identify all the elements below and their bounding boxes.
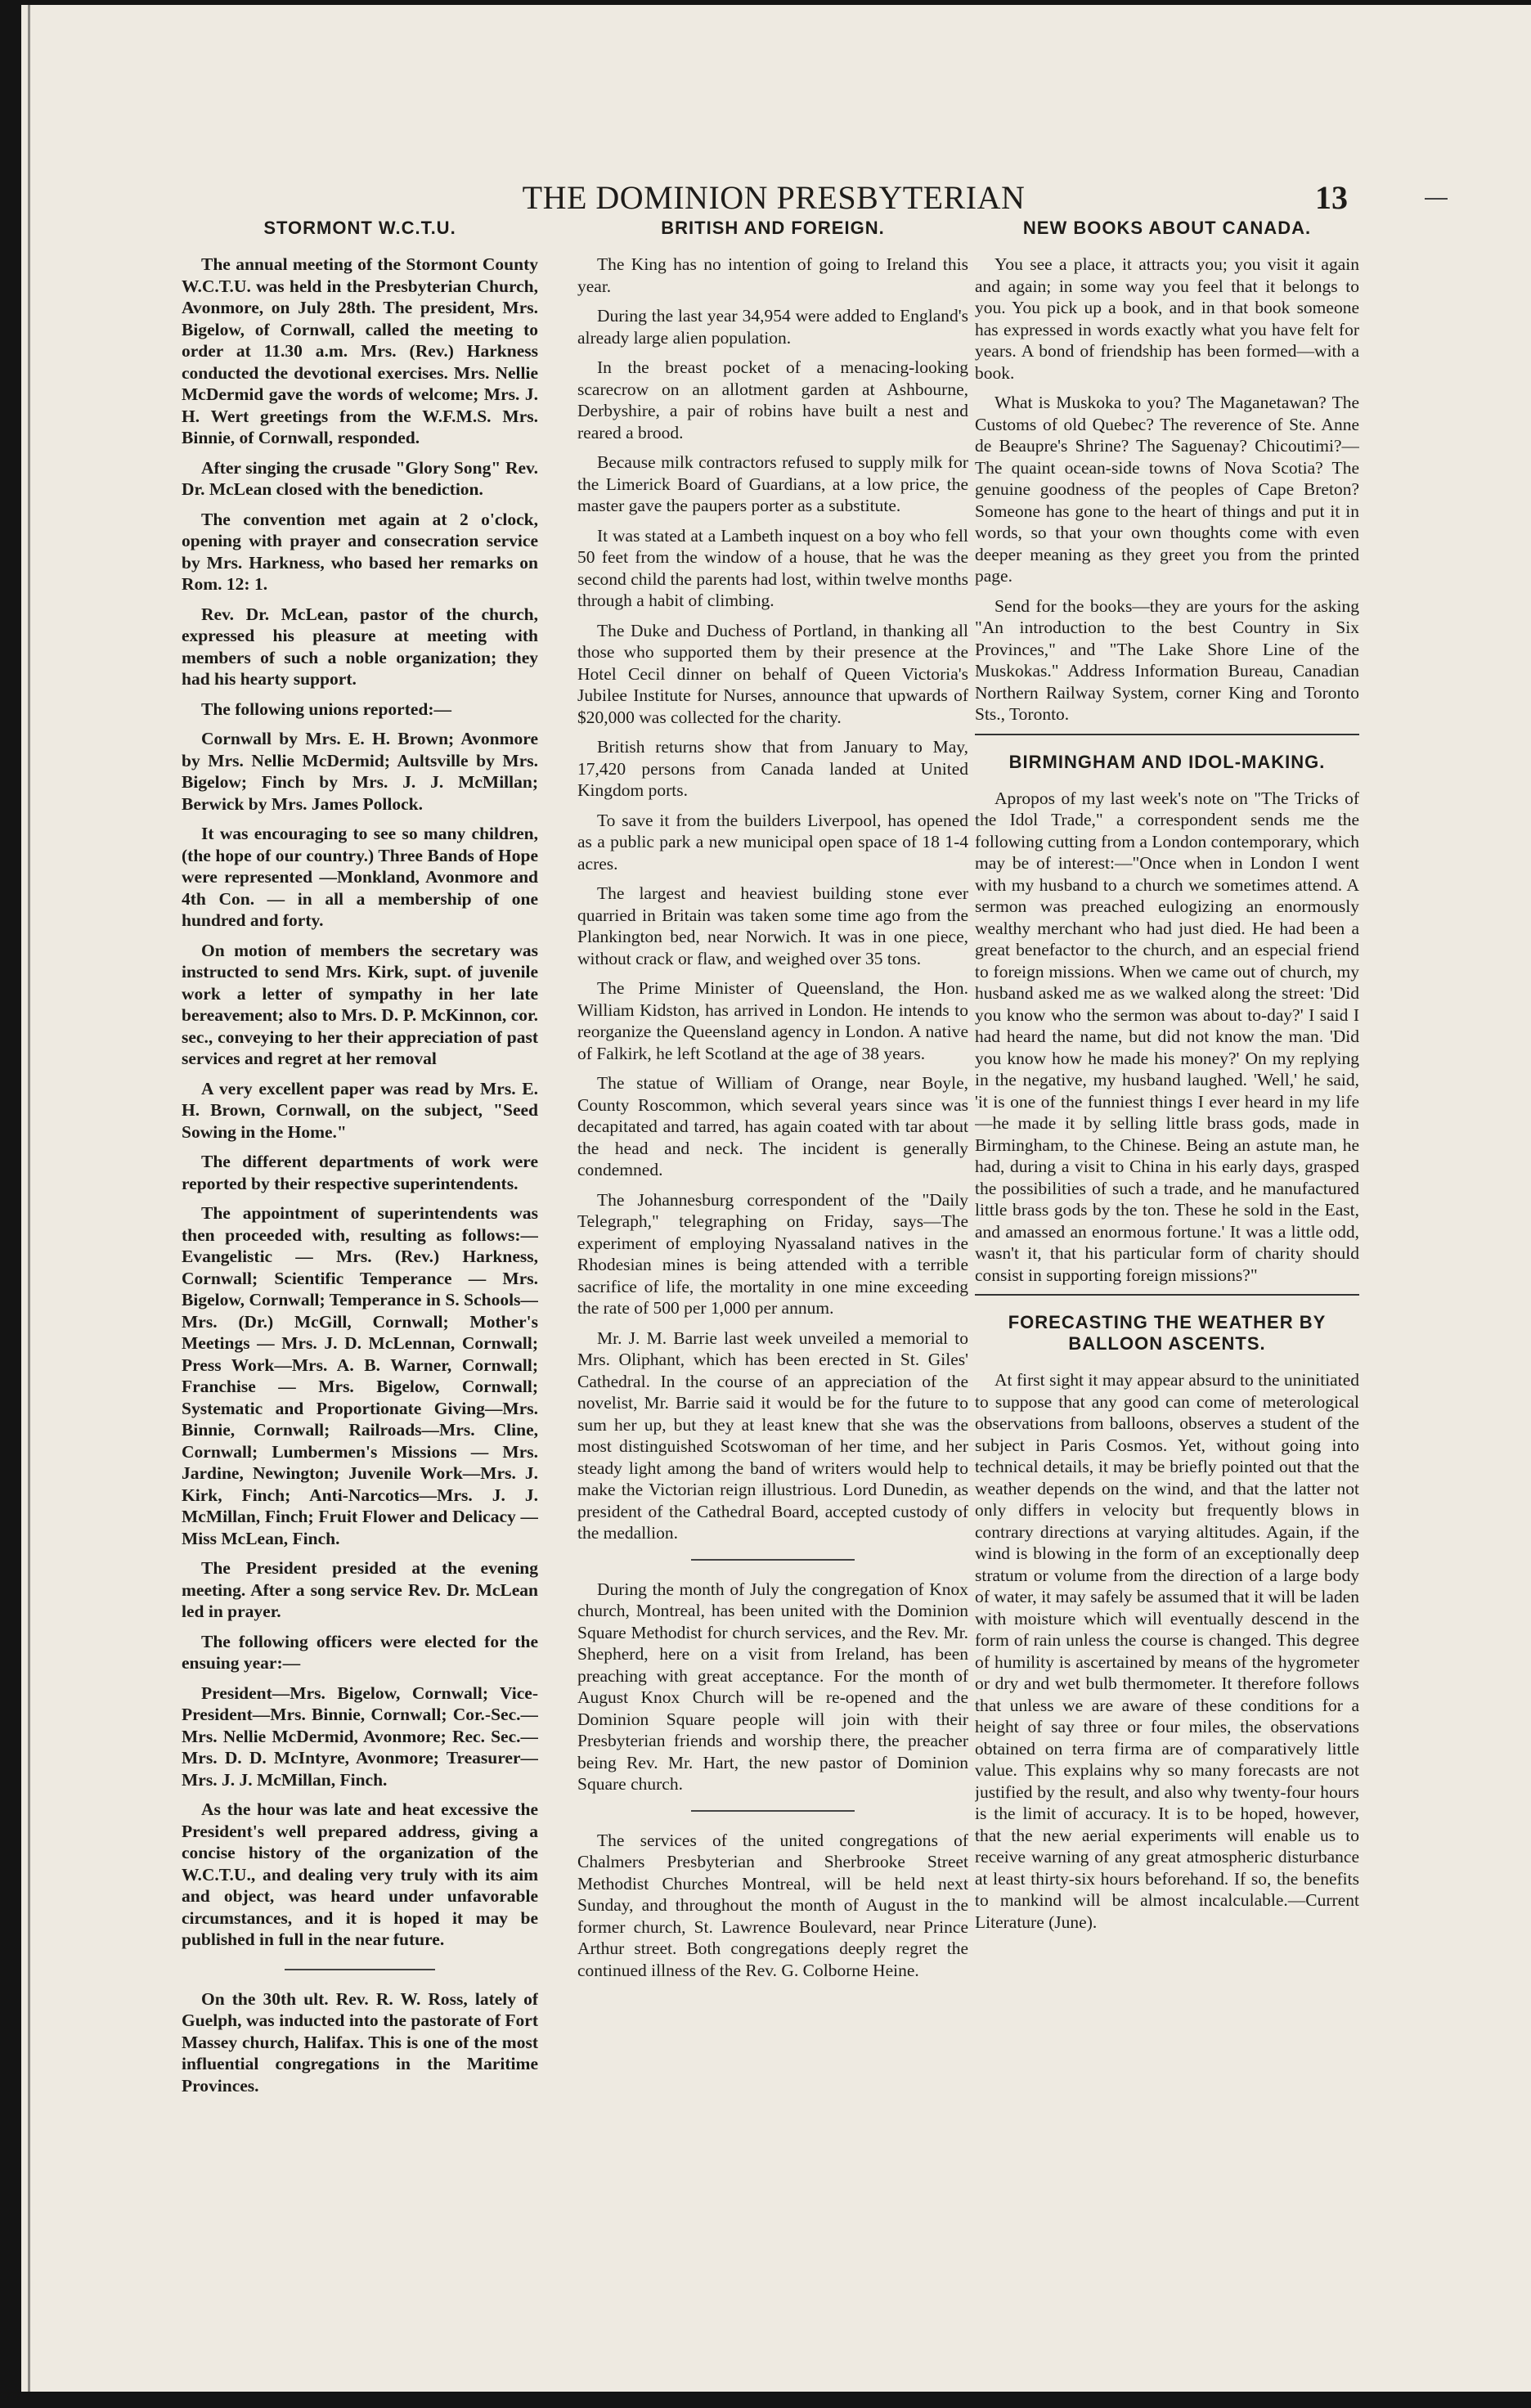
- paragraph: President—Mrs. Bigelow, Cornwall; Vice-President—Mrs. Binnie, Cornwall; Cor.-Sec.—Mrs. Nellie McDermid, Avonmore; Rec. Sec.—Mrs. D. D. McIntyre, Avonmore; Treasurer—Mrs. J. J. McMillan, Finch.: [182, 1682, 538, 1790]
- paragraph: During the month of July the congregation of Knox church, Montreal, has been united with the Dominion Square Methodist for church services, and the Rev. Mr. Shepherd, here on a visit from Ireland, has been preaching with great acceptance. For the month of August Knox Church will be re-opened and the Dominion Square people will join with their Presbyterian friends and worship there, the preacher being Rev. Mr. Hart, the new pastor of Dominion Square church.: [577, 1579, 968, 1794]
- newspaper-page: [21, 5, 1531, 2392]
- paragraph: In the breast pocket of a menacing-looking scarecrow on an allotment garden at Ashbourne, Derbyshire, a pair of robins have built a nest and reared a brood.: [577, 357, 968, 443]
- paragraph: At first sight it may appear absurd to the uninitiated to suppose that any good can come of meterological observations from balloons, observes a student of the subject in Paris Cosmos. Yet, without going into technical details, it may be briefly pointed out that the weather depends on the wind, and that the latter not only differs in velocity but frequently blows in contrary directions at varying altitudes. Again, if the wind is blowing in the form of an exceptionally deep stratum or volume from the direction of a large body of water, it may safely be assumed that it will be laden with moisture which will eventually descend in the form of rain unless the course is changed. This degree of humility is ascertained by means of the hygrometer or dry and wet bulb thermometer. It therefore follows that unless we are aware of these conditions for a height of say three or four miles, the observations obtained on terra firma are of comparatively little value. This explains why so many forecasts are not justified by the result, and also why twenty-four hours is the limit of accuracy. It is to be hoped, however, that the new aerial experiments will enable us to receive warning of any great atmospheric disturbance at least thirty-six hours beforehand. If so, the benefits to mankind will be almost incalculable.—Current Literature (June).: [975, 1370, 1359, 1932]
- article-heading-new-books: NEW BOOKS ABOUT CANADA.: [1022, 218, 1312, 238]
- paragraph: The King has no intention of going to Ireland this year.: [577, 254, 968, 296]
- paragraph: Rev. Dr. McLean, pastor of the church, expressed his pleasure at meeting with members of such a noble organization; they had his hearty support.: [182, 604, 538, 689]
- article-heading-forecasting: FORECASTING THE WEATHER BY BALLOON ASCENTS.: [1008, 1312, 1327, 1354]
- column-divider: [691, 1559, 855, 1561]
- paragraph: Because milk contractors refused to supply milk for the Limerick Board of Guardians, at a low price, the master gave the paupers porter as a substitute.: [577, 452, 968, 515]
- article-ross-note: [182, 1988, 538, 2097]
- page-number: 13: [1315, 179, 1348, 216]
- paragraph: The following officers were elected for the ensuing year:—: [182, 1631, 538, 1673]
- paragraph: The President presided at the evening meeting. After a song service Rev. Dr. McLean led in prayer.: [182, 1558, 538, 1621]
- paragraph: During the last year 34,954 were added to England's already large alien population.: [577, 306, 968, 348]
- paragraph: The annual meeting of the Stormont County W.C.T.U. was held in the Presbyterian Church, Avonmore, on July 28th. The president, Mrs. Bigelow, of Cornwall, called the meeting to order at 11.30 a.m. Mrs. (Rev.) Harkness conducted the devotional exercises. Mrs. Nellie McDermid gave the words of welcome; Mrs. J. H. Wert greetings from the W.F.M.S. Mrs. Binnie, of Cornwall, responded.: [182, 254, 538, 447]
- margin-mark: [1425, 198, 1448, 200]
- publication-title: THE DOMINION PRESBYTERIAN: [522, 179, 1026, 216]
- column-new-books: [975, 218, 1359, 2367]
- paragraph: The appointment of superintendents was then proceeded with, resulting as follows:—Evangelistic — Mrs. (Rev.) Harkness, Cornwall; Scientific Temperance — Mrs. Bigelow, Cornwall; Temperance in S. Schools—Mrs. (Dr.) McGill, Cornwall; Mother's Meetings — Mrs. J. D. McLennan, Cornwall; Press Work—Mrs. A. B. Warner, Cornwall; Franchise — Mrs. Bigelow, Cornwall; Systematic and Proportionate Giving—Mrs. Binnie, Cornwall; Railroads—Mrs. Cline, Cornwall; Lumbermen's Missions — Mrs. Jardine, Newington; Juvenile Work—Mrs. J. Kirk, Finch; Anti-Narcotics—Mrs. J. J. McMillan, Finch; Fruit Flower and Delicacy — Miss McLean, Finch.: [182, 1203, 538, 1548]
- paragraph: It was stated at a Lambeth inquest on a boy who fell 50 feet from the window of a house, that he was the second child the parents had lost, within twelve months through a habit of climbing.: [577, 525, 968, 610]
- paragraph: What is Muskoka to you? The Maganetawan? The Customs of old Quebec? The reverence of Ste. Anne de Beaupre's Shrine? The Saguenay? Chicoutimi?—The quaint ocean-side towns of Nova Scotia? The genuine goodness of the peoples of Cape Breton? Someone has gone to the heart of things and put it in words, so that your own thoughts come with even deeper meaning as they greet you from the printed page.: [975, 393, 1359, 586]
- paragraph: As the hour was late and heat excessive the President's well prepared address, giving a concise history of the organization of the W.C.T.U., and dealing very truly with its aim and object, was heard under unfavorable circumstances, and it is hoped it may be published in full in the near future.: [182, 1799, 538, 1949]
- paragraph: Apropos of my last week's note on "The Tricks of the Idol Trade," a correspondent sends me the following cutting from a London contemporary, which may be of interest:—"Once when in London I went with my husband to a church we sometimes attend. A sermon was preached eulogizing an enormously wealthy merchant who had just died. He had been a great benefactor to the church, and an especial friend to foreign missions. When we came out of church, my husband asked me as we walked along the street: 'Did you know who the sermon was about to-day?' I said I had heard the name, but did not know the man. 'Did you know how he made his money?' On my replying in the negative, my husband laughed. 'Well,' he said, 'it is one of the funniest things I ever heard in my life—he made it by selling little brass gods, made in Birmingham, to the Chinese. Being an astute man, he had, during a visit to China in his early days, grasped the possibilities of such a trade, and he manufactured little brass gods by the ton. These he sold in the East, and amassed an enormous fortune.' It was a little odd, wasn't it, that his particular form of charity should consist in supporting foreign missions?": [975, 788, 1359, 1285]
- article-new-books-body: [975, 254, 1359, 726]
- paragraph: British returns show that from January to May, 17,420 persons from Canada landed at United Kingdom ports.: [577, 737, 968, 800]
- paragraph: After singing the crusade "Glory Song" Rev. Dr. McLean closed with the benediction.: [182, 457, 538, 499]
- paragraph: The following unions reported:—: [201, 699, 452, 719]
- paragraph: Send for the books—they are yours for the asking "An introduction to the best Country in Six Provinces," and "The Lake Shore Line of the Muskokas." Address Information Bureau, Canadian Northern Railway System, corner King and Toronto Sts., Toronto.: [975, 595, 1359, 724]
- paragraph: The Johannesburg correspondent of the "Daily Telegraph," telegraphing on Friday, says—The experiment of employing Nyassaland natives in the Rhodesian mines is being attended with a terrible sacrifice of life, the mortality in one mine exceeding the rate of 500 per 1,000 per annum.: [577, 1189, 968, 1318]
- paragraph: It was encouraging to see so many children, (the hope of our country.) Three Bands of Hope were represented —Monkland, Avonmore and 4th Con. — in all a membership of one hundred and forty.: [182, 824, 538, 930]
- article-forecasting-body: [975, 1369, 1359, 1933]
- article-stormont-body: [182, 254, 538, 1951]
- column-divider: [285, 1969, 434, 1970]
- column-british-foreign: [577, 218, 968, 2367]
- article-chalmers-services: [577, 1830, 968, 1982]
- paragraph: On motion of members the secretary was instructed to send Mrs. Kirk, supt. of juvenile work a letter of sympathy in her late bereavement; also to Mrs. D. P. McKinnon, cor. sec., conveying to her their appreciation of past services and regret at her removal: [182, 940, 538, 1068]
- paragraph: To save it from the builders Liverpool, has opened as a public park a new municipal open space of 18 1-4 acres.: [577, 810, 968, 874]
- column-stormont: [182, 218, 538, 2367]
- paragraph: The different departments of work were reported by their respective superintendents.: [182, 1152, 538, 1193]
- paragraph: The largest and heaviest building stone ever quarried in Britain was taken some time ago from the Plankington bed, near Norwich. It was in one piece, without crack or flaw, and weighed over 35 tons.: [577, 883, 968, 968]
- article-heading-british-foreign: BRITISH AND FOREIGN.: [661, 218, 885, 238]
- paragraph: The services of the united congregations of Chalmers Presbyterian and Sherbrooke Street Methodist Churches Montreal, will be held next Sunday, and throughout the month of August in the former church, St. Lawrence Boulevard, near Prince Arthur street. Both congregations deeply regret the continued illness of the Rev. G. Colborne Heine.: [577, 1830, 968, 1980]
- article-heading-birmingham: BIRMINGHAM AND IDOL-MAKING.: [1008, 751, 1326, 772]
- paragraph: The Prime Minister of Queensland, the Hon. William Kidston, has arrived in London. He intends to reorganize the Queensland agency in London. A native of Falkirk, he left Scotland at the age of 38 years.: [577, 978, 968, 1063]
- page-edge-rule: [28, 5, 30, 2392]
- paragraph: The convention met again at 2 o'clock, opening with prayer and consecration service by Mrs. Harkness, who based her remarks on Rom. 12: 1.: [182, 509, 538, 594]
- article-heading-stormont: STORMONT W.C.T.U.: [263, 218, 456, 238]
- column-divider: [691, 1810, 855, 1812]
- paragraph: You see a place, it attracts you; you visit it again and again; in some way you feel that it belongs to you. You pick up a book, and in that book someone has expressed in words exactly what you have felt for years. A bond of friendship has been formed—with a book.: [975, 254, 1359, 383]
- paragraph: Mr. J. M. Barrie last week unveiled a memorial to Mrs. Oliphant, which has been erected in St. Giles' Cathedral. In the course of an appreciation of the novelist, Mr. Barrie said it would be for the future to sum her up, but they at least knew that she was the most distinguished Scotswoman of her time, and her steady light among the band of writers would help to make the Victorian reign illustrious. Lord Dunedin, as president of the Cathedral Board, accepted custody of the medallion.: [577, 1328, 968, 1543]
- article-birmingham-body: [975, 788, 1359, 1287]
- paragraph: On the 30th ult. Rev. R. W. Ross, lately of Guelph, was inducted into the pastorate of Fort Massey church, Halifax. This is one of the most influential congregations in the Maritime Provinces.: [182, 1988, 538, 2096]
- masthead: [21, 178, 1531, 219]
- article-british-foreign-body: [577, 254, 968, 1544]
- section-divider: [975, 1294, 1359, 1296]
- paragraph: The Duke and Duchess of Portland, in thanking all those who supported them by their presence at the Hotel Cecil dinner on behalf of Queen Victoria's Jubilee Institute for Nurses, announce that upwards of $20,000 was collected for the charity.: [577, 620, 968, 727]
- paragraph: A very excellent paper was read by Mrs. E. H. Brown, Cornwall, on the subject, "Seed Sowing in the Home.": [182, 1078, 538, 1142]
- paragraph: Cornwall by Mrs. E. H. Brown; Avonmore by Mrs. Nellie McDermid; Aultsville by Mrs. Bigelow; Finch by Mrs. J. J. McMillan; Berwick by Mrs. James Pollock.: [182, 729, 538, 814]
- section-divider: [975, 734, 1359, 735]
- article-knox-church: [577, 1579, 968, 1795]
- paragraph: The statue of William of Orange, near Boyle, County Roscommon, which several years since was decapitated and tarred, has again coated with tar about the head and neck. The incident is generally condemned.: [577, 1073, 968, 1179]
